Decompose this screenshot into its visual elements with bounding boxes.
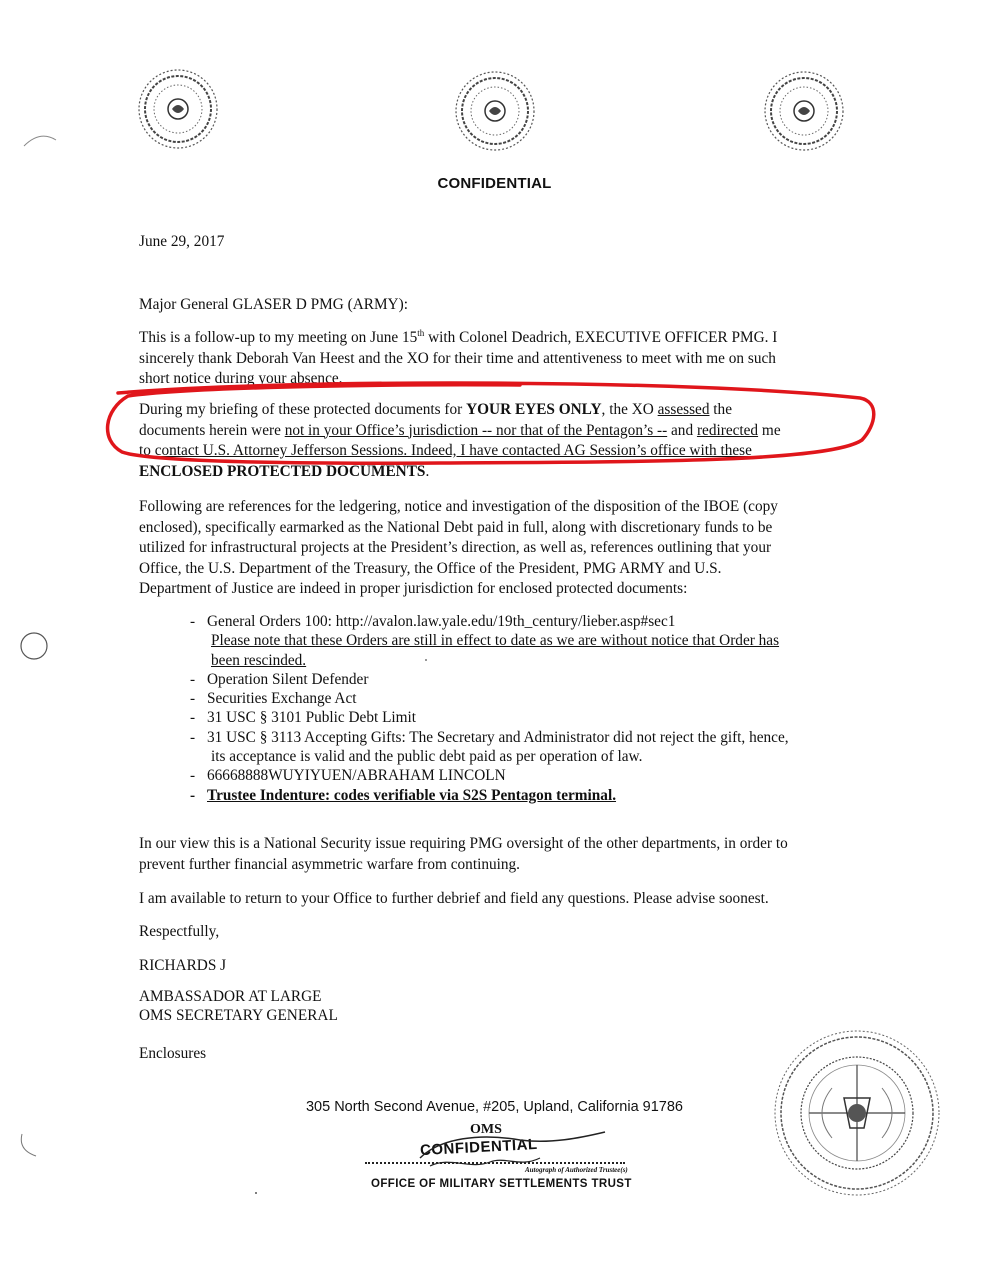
enclosures-label: Enclosures [139, 1045, 207, 1062]
list-item: - 66668888WUYIYUEN/ABRAHAM LINCOLN [190, 766, 860, 785]
reference-note: Please note that these Orders are still in effect to date as we are without notice that Order has [211, 632, 780, 650]
reference-note: been rescinded. [211, 651, 307, 669]
paragraph-line: utilized for infrastructural projects at the President’s direction, as well as, references outlining that your [139, 539, 772, 556]
paragraph-line: Department of Justice are indeed in proper jurisdiction for enclosed protected documents: [139, 580, 688, 597]
signer-title: OMS SECRETARY GENERAL [139, 1007, 338, 1024]
stray-mark [425, 659, 427, 661]
seal-icon [454, 70, 536, 152]
list-item: - 31 USC § 3101 Public Debt Limit [190, 708, 860, 727]
paragraph-line: This is a follow-up to my meeting on June 15th with Colonel Deadrich, EXECUTIVE OFFICER PMG. I [139, 327, 778, 346]
paragraph-line: short notice during your absence. [139, 370, 343, 387]
signer-title: AMBASSADOR AT LARGE [139, 988, 322, 1005]
paragraph-line: prevent further financial asymmetric warfare from continuing. [139, 855, 520, 873]
stamp-organization: OFFICE OF MILITARY SETTLEMENTS TRUST [371, 1178, 632, 1190]
paragraph-line: In our view this is a National Security issue requiring PMG oversight of the other departments, in order to [139, 835, 788, 852]
list-item [190, 612, 860, 670]
seal-icon [763, 70, 845, 152]
stamp-confidential: CONFIDENTIAL [419, 1135, 539, 1160]
reference-general-orders: - General Orders 100: http://avalon.law.yale.edu/19th_century/lieber.asp#sec1 [207, 613, 676, 630]
paragraph-line: sincerely thank Deborah Van Heest and the XO for their time and attentiveness to meet with me on such [139, 349, 776, 367]
stamp-autograph-caption: Autograph of Authorized Trustee(s) [525, 1166, 628, 1174]
paragraph-line: ENCLOSED PROTECTED DOCUMENTS. [139, 462, 430, 480]
paragraph-line: I am available to return to your Office to further debrief and field any questions. Please advise soonest. [139, 890, 769, 907]
binder-hole-icon [18, 630, 58, 675]
paragraph-references-intro [139, 497, 854, 600]
closing: Respectfully, [139, 923, 220, 940]
stray-mark [255, 1192, 257, 1194]
references-list [190, 612, 860, 805]
paragraph-line: Office, the U.S. Department of the Treasury, the Office of the President, PMG ARMY and U.S. [139, 559, 722, 577]
paragraph-intro [139, 328, 854, 390]
paragraph-line: to contact U.S. Attorney Jefferson Sessions. Indeed, I have contacted AG Session’s office with these [139, 442, 752, 459]
letter-date: June 29, 2017 [139, 233, 225, 250]
list-item: - Securities Exchange Act [190, 689, 860, 708]
paragraph-line: During my briefing of these protected documents for YOUR EYES ONLY, the XO assessed the [139, 401, 732, 418]
list-item: - Operation Silent Defender [190, 670, 860, 689]
reference-text: - 31 USC § 3113 Accepting Gifts: The Secretary and Administrator did not reject the gift, hence, [207, 728, 789, 746]
stamp-oms: OMS [470, 1122, 502, 1137]
paragraph-line: enclosed), specifically earmarked as the National Debt paid in full, along with discretionary funds to be [139, 518, 773, 536]
binder-hole-icon [14, 1130, 54, 1175]
paragraph-line: documents herein were not in your Office’s jurisdiction -- nor that of the Pentagon’s -- and redirected me [139, 421, 781, 439]
footer-address: 305 North Second Avenue, #205, Upland, California 91786 [305, 1099, 683, 1115]
signer-name: RICHARDS J [139, 957, 227, 974]
confidential-header: CONFIDENTIAL [437, 175, 552, 192]
signature-line [365, 1160, 625, 1164]
seal-icon [137, 68, 219, 150]
list-item: - Trustee Indenture: codes verifiable via S2S Pentagon terminal. [190, 786, 860, 805]
paragraph-briefing [139, 400, 854, 482]
paragraph-availability [139, 889, 854, 910]
paragraph-line: Following are references for the ledgering, notice and investigation of the disposition of the IBOE (copy [139, 498, 778, 515]
binder-hole-icon [18, 128, 58, 173]
reference-text: its acceptance is valid and the public debt paid as per operation of law. [211, 748, 643, 766]
paragraph-national-security [139, 834, 854, 875]
salutation: Major General GLASER D PMG (ARMY): [139, 296, 408, 313]
list-item [190, 728, 860, 767]
